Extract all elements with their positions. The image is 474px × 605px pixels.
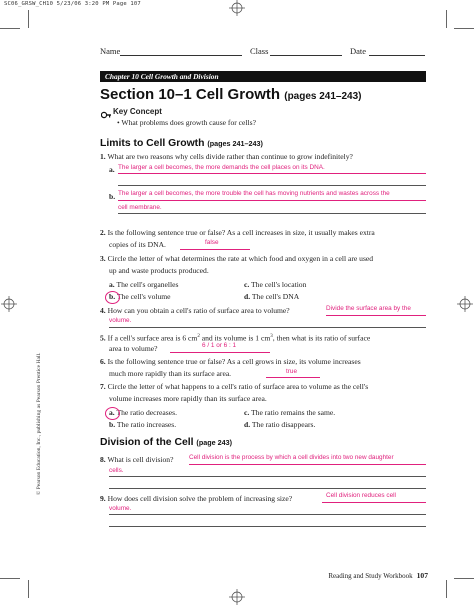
name-blank[interactable] bbox=[120, 47, 242, 56]
q3-option-c[interactable] bbox=[244, 280, 306, 291]
answer-line bbox=[118, 185, 426, 186]
q4-answer-line1[interactable]: Divide the surface area by the bbox=[326, 305, 411, 312]
q5-answer[interactable]: 6 / 1 or 6 : 1 bbox=[202, 342, 237, 349]
question-8 bbox=[100, 455, 173, 466]
key-concept-bullet: • What problems does growth cause for cells? bbox=[117, 118, 256, 127]
q1-b-answer-line1[interactable]: The larger a cell becomes, the more trouble the cell has moving nutrients and wastes across the bbox=[118, 190, 390, 197]
q2-text-1: Is the following sentence true or false? As a cell increases in size, it usually makes extra bbox=[107, 228, 375, 237]
q8-text: What is cell division? bbox=[107, 455, 174, 464]
question-1 bbox=[100, 152, 430, 163]
q4-text: How can you obtain a cell's ratio of surface area to volume? bbox=[107, 306, 290, 315]
q7-option-c-letter: c. bbox=[244, 408, 250, 417]
q5-text-mid: and its volume is 1 cm bbox=[199, 333, 271, 343]
answer-circle-q7 bbox=[105, 407, 120, 420]
q2-line2 bbox=[109, 240, 166, 251]
q1-number: 1. bbox=[100, 152, 106, 161]
q1-a-letter: a. bbox=[109, 165, 115, 174]
q2-number: 2. bbox=[100, 228, 106, 237]
q3-option-b-text: The cell's volume bbox=[116, 292, 171, 301]
crop-mark bbox=[446, 580, 447, 598]
date-field bbox=[350, 46, 425, 56]
q1-text: What are two reasons why cells divide rather than continue to grow indefinitely? bbox=[107, 152, 353, 161]
crop-mark bbox=[0, 578, 20, 579]
q1-a-label bbox=[109, 165, 115, 176]
q8-answer-line1[interactable]: Cell division is the process by which a cell divides into two new daughter bbox=[189, 454, 394, 461]
q9-answer-line bbox=[322, 502, 426, 503]
registration-mark-top bbox=[229, 0, 245, 16]
question-6 bbox=[100, 357, 440, 368]
division-heading-text: Division of the Cell bbox=[100, 437, 194, 448]
q4-answer-line bbox=[326, 315, 426, 316]
answer-line bbox=[118, 213, 426, 214]
class-field bbox=[250, 46, 342, 56]
q3-option-d-text: The cell's DNA bbox=[251, 292, 300, 301]
q3-option-b-letter: b. bbox=[109, 292, 116, 301]
q3-option-c-letter: c. bbox=[244, 280, 250, 289]
key-icon bbox=[101, 106, 110, 114]
crop-mark bbox=[28, 580, 29, 598]
q6-number: 6. bbox=[100, 357, 106, 366]
date-blank[interactable] bbox=[369, 47, 425, 56]
q6-text-1: Is the following sentence true or false? As a cell grows in size, its volume increases bbox=[107, 357, 361, 366]
division-pages: (page 243) bbox=[196, 438, 232, 447]
q1-a-answer[interactable]: The larger a cell becomes, the more demands the cell places on its DNA. bbox=[118, 164, 325, 171]
q5-answer-line bbox=[170, 352, 270, 353]
q9-answer-line2[interactable]: volume. bbox=[109, 505, 132, 512]
q5-text-end: , then what is its ratio of surface bbox=[272, 333, 371, 343]
copyright-notice bbox=[30, 270, 42, 500]
q8-number: 8. bbox=[100, 455, 106, 464]
registration-mark-bottom bbox=[229, 589, 245, 605]
answer-line bbox=[109, 514, 426, 515]
registration-mark-left bbox=[1, 296, 17, 312]
q7-option-a-text: The ratio decreases. bbox=[116, 408, 177, 417]
q7-text-2: volume increases more rapidly than its surface area. bbox=[109, 394, 267, 403]
question-3 bbox=[100, 254, 440, 265]
q7-option-c[interactable] bbox=[244, 408, 335, 419]
q7-text-1: Circle the letter of what happens to a cell's ratio of surface area to volume as the cell's bbox=[107, 382, 369, 391]
q7-option-b-letter: b. bbox=[109, 420, 116, 429]
section-title bbox=[100, 86, 362, 103]
name-field bbox=[100, 46, 242, 56]
q9-text: How does cell division solve the problem of increasing size? bbox=[107, 494, 293, 503]
q1-b-label bbox=[109, 192, 115, 203]
question-2 bbox=[100, 228, 440, 239]
q7-option-b-text: The ratio increases. bbox=[116, 420, 177, 429]
copyright-text: © Pearson Education, Inc., publishing as Pearson Prentice Hall. bbox=[36, 352, 42, 495]
q7-number: 7. bbox=[100, 382, 106, 391]
question-4 bbox=[100, 306, 335, 317]
answer-line bbox=[109, 476, 426, 477]
q9-answer-line1[interactable]: Cell division reduces cell bbox=[326, 492, 396, 499]
answer-circle-q3 bbox=[105, 291, 120, 304]
registration-mark-right bbox=[457, 296, 473, 312]
q4-answer-line2[interactable]: volume. bbox=[109, 317, 132, 324]
limits-heading-text: Limits to Cell Growth bbox=[100, 138, 205, 149]
q2-answer-line bbox=[180, 249, 250, 250]
footer-text: Reading and Study Workbook bbox=[328, 572, 413, 580]
q7-option-d-letter: d. bbox=[244, 420, 251, 429]
q1-a-answer-line bbox=[118, 173, 426, 174]
q1-b-answer-line bbox=[118, 200, 426, 201]
question-9 bbox=[100, 494, 292, 505]
q3-text-2: up and waste products produced. bbox=[109, 266, 209, 275]
section-pages: (pages 241–243) bbox=[284, 91, 362, 102]
answer-line bbox=[109, 488, 426, 489]
q3-option-a[interactable] bbox=[109, 280, 178, 291]
question-7 bbox=[100, 382, 445, 393]
crop-mark bbox=[454, 28, 474, 29]
page-footer bbox=[328, 571, 428, 580]
section-title-text: Section 10–1 Cell Growth bbox=[100, 86, 281, 103]
q7-option-a-letter: a. bbox=[109, 408, 115, 417]
q8-answer-line bbox=[189, 464, 426, 465]
q7-option-b[interactable] bbox=[109, 420, 176, 431]
q1-b-letter: b. bbox=[109, 192, 116, 201]
q2-answer[interactable]: false bbox=[205, 239, 219, 246]
q8-answer-line2[interactable]: cells. bbox=[109, 467, 124, 474]
q3-option-a-text: The cell's organelles bbox=[116, 280, 179, 289]
key-concept-label: Key Concept bbox=[113, 107, 162, 116]
class-blank[interactable] bbox=[270, 47, 342, 56]
q3-option-d[interactable] bbox=[244, 292, 299, 303]
q7-option-c-text: The ratio remains the same. bbox=[251, 408, 336, 417]
class-label: Class bbox=[250, 46, 269, 56]
division-heading bbox=[100, 437, 232, 448]
answer-line bbox=[109, 526, 426, 527]
q5-text-1: If a cell's surface area is 6 cm bbox=[107, 333, 198, 343]
q9-number: 9. bbox=[100, 494, 106, 503]
q4-number: 4. bbox=[100, 306, 106, 315]
q5-sup-1: 2 bbox=[197, 334, 200, 339]
page-number: 107 bbox=[416, 571, 428, 580]
limits-heading bbox=[100, 138, 263, 149]
crop-mark bbox=[0, 28, 20, 29]
crop-mark bbox=[454, 578, 474, 579]
crop-mark bbox=[28, 10, 29, 28]
limits-pages: (pages 241–243) bbox=[207, 139, 263, 148]
q6-answer-line bbox=[266, 377, 320, 378]
question-5 bbox=[100, 332, 440, 344]
crop-mark bbox=[446, 10, 447, 28]
q5-sup-2: 3 bbox=[270, 334, 273, 339]
q3-text-1: Circle the letter of what determines the rate at which food and oxygen in a cell are used bbox=[107, 254, 374, 263]
q6-text-2: much more rapidly than its surface area. bbox=[109, 369, 232, 378]
q7-option-d[interactable] bbox=[244, 420, 315, 431]
q5-number: 5. bbox=[100, 333, 106, 343]
q6-answer[interactable]: true bbox=[286, 368, 298, 375]
q3-option-a-letter: a. bbox=[109, 280, 115, 289]
chapter-bar: Chapter 10 Cell Growth and Division bbox=[100, 71, 426, 82]
q5-text-2: area to volume? bbox=[109, 344, 158, 353]
date-label: Date bbox=[350, 46, 367, 56]
q3-number: 3. bbox=[100, 254, 106, 263]
answer-line bbox=[109, 327, 426, 328]
print-slug: SC06_GRSW_CH10 5/23/06 3:20 PM Page 107 bbox=[4, 1, 141, 7]
q7-option-d-text: The ratio disappears. bbox=[251, 420, 316, 429]
q1-b-answer-line2[interactable]: cell membrane. bbox=[118, 204, 162, 211]
q2-text-2: copies of its DNA. bbox=[109, 240, 166, 249]
name-label: Name bbox=[100, 46, 121, 56]
q3-option-d-letter: d. bbox=[244, 292, 251, 301]
q3-option-c-text: The cell's location bbox=[251, 280, 307, 289]
